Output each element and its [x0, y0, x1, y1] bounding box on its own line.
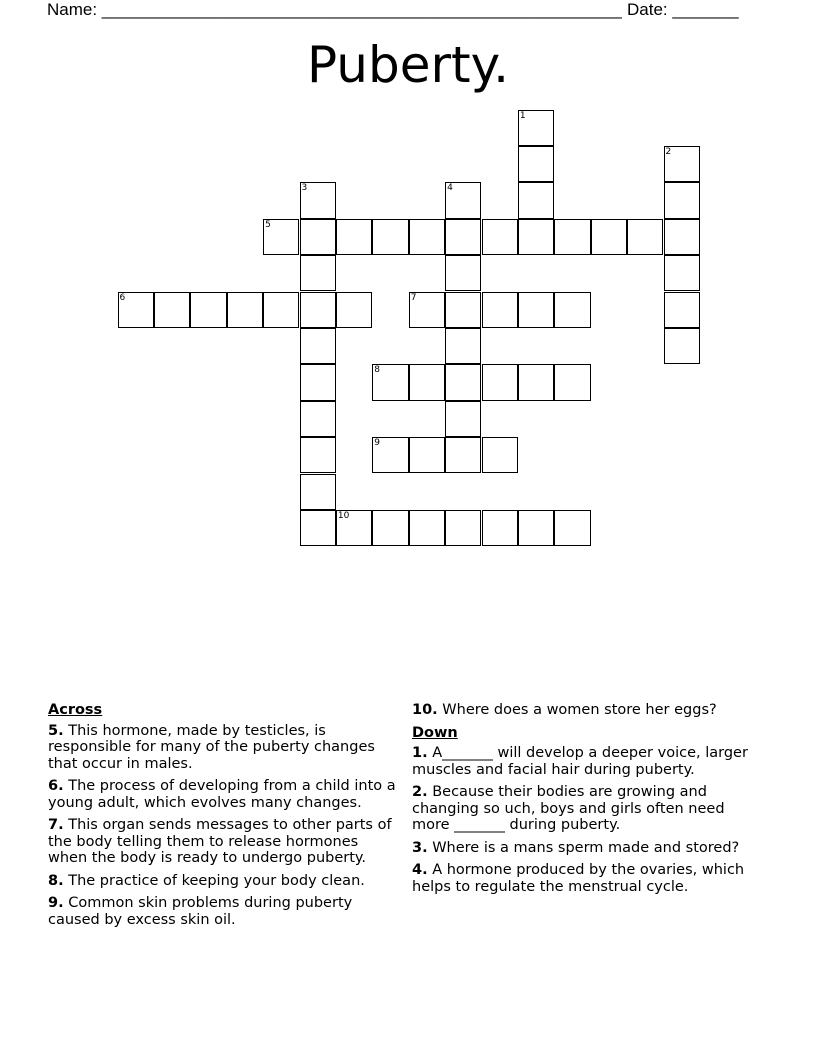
grid-cell[interactable] [445, 219, 481, 255]
clue-number: 6. [48, 778, 64, 794]
cell-number: 5 [265, 219, 271, 230]
clue-text: Common skin problems during puberty caused by excess skin oil. [48, 895, 353, 928]
grid-cell[interactable] [664, 182, 700, 218]
grid-cell[interactable] [336, 510, 372, 546]
grid-cell[interactable] [664, 255, 700, 291]
date-label: Date: [627, 0, 673, 19]
clue-text: Where is a mans sperm made and stored? [432, 839, 740, 856]
grid-cell[interactable] [409, 292, 445, 328]
page-title: Puberty. [307, 36, 509, 94]
grid-cell[interactable] [372, 510, 408, 546]
clue-number: 9. [48, 895, 64, 911]
grid-cell[interactable] [300, 182, 336, 218]
across-heading: Across [48, 702, 103, 718]
clue-number: 10. [412, 702, 438, 718]
grid-cell[interactable] [482, 292, 518, 328]
grid-cell[interactable] [300, 510, 336, 546]
down-heading: Down [412, 724, 458, 741]
grid-cell[interactable] [445, 401, 481, 437]
grid-cell[interactable] [664, 146, 700, 182]
name-blank[interactable]: _______________________________________________________ [101, 0, 622, 19]
grid-cell[interactable] [409, 219, 445, 255]
clues-left-column [48, 700, 400, 934]
cell-number: 2 [665, 146, 672, 157]
clue-across-7 [48, 817, 400, 867]
clue-across-8 [48, 873, 400, 890]
grid-cell[interactable] [482, 510, 518, 546]
date-blank[interactable]: _______ [672, 0, 739, 19]
grid-cell[interactable] [336, 219, 372, 255]
cell-number: 3 [301, 183, 308, 194]
grid-cell[interactable] [154, 292, 190, 328]
clue-across-6 [48, 778, 400, 811]
clue-text: This hormone, made by testicles, is responsible for many of the puberty changes that occur in males. [48, 722, 375, 772]
clue-number: 2. [412, 784, 428, 800]
grid-cell[interactable] [300, 474, 336, 510]
clue-down-1 [412, 745, 764, 778]
grid-cell[interactable] [263, 292, 299, 328]
grid-cell[interactable] [518, 292, 554, 328]
grid-cell[interactable] [518, 182, 554, 218]
grid-cell[interactable] [409, 510, 445, 546]
grid-cell[interactable] [445, 510, 481, 546]
clue-text: Where does a women store her eggs? [442, 702, 717, 718]
grid-cell[interactable] [409, 364, 445, 400]
grid-cell[interactable] [372, 437, 408, 473]
clue-number: 3. [412, 839, 428, 856]
grid-cell[interactable] [482, 437, 518, 473]
cell-number: 9 [374, 438, 381, 449]
clue-across-5 [48, 723, 400, 773]
grid-cell[interactable] [518, 110, 554, 146]
clue-number: 8. [48, 872, 64, 889]
grid-cell[interactable] [118, 292, 154, 328]
grid-cell[interactable] [591, 219, 627, 255]
cell-number: 6 [119, 292, 126, 303]
grid-cell[interactable] [263, 219, 299, 255]
cell-number: 10 [337, 510, 350, 521]
grid-cell[interactable] [445, 292, 481, 328]
grid-cell[interactable] [300, 219, 336, 255]
clue-text: The practice of keeping your body clean. [68, 872, 365, 889]
grid-cell[interactable] [409, 437, 445, 473]
clue-down-2 [412, 784, 764, 834]
clue-text: This organ sends messages to other parts of the body telling them to release hormones when the body is ready to undergo puberty. [48, 817, 392, 866]
grid-cell[interactable] [518, 219, 554, 255]
grid-cell[interactable] [664, 328, 700, 364]
grid-cell[interactable] [518, 146, 554, 182]
grid-cell[interactable] [445, 182, 481, 218]
grid-cell[interactable] [518, 510, 554, 546]
grid-cell[interactable] [372, 364, 408, 400]
grid-cell[interactable] [300, 401, 336, 437]
cell-number: 7 [410, 292, 417, 303]
grid-cell[interactable] [372, 219, 408, 255]
grid-cell[interactable] [300, 364, 336, 400]
grid-cell[interactable] [445, 328, 481, 364]
grid-cell[interactable] [664, 292, 700, 328]
clue-number: 4. [412, 862, 428, 878]
cell-number: 1 [519, 110, 526, 121]
grid-cell[interactable] [445, 364, 481, 400]
clue-number: 1. [412, 745, 428, 761]
grid-cell[interactable] [554, 510, 590, 546]
grid-cell[interactable] [300, 328, 336, 364]
grid-cell[interactable] [554, 219, 590, 255]
grid-cell[interactable] [445, 437, 481, 473]
grid-cell[interactable] [482, 364, 518, 400]
grid-cell[interactable] [300, 292, 336, 328]
clue-text: A hormone produced by the ovaries, which helps to regulate the menstrual cycle. [412, 862, 745, 895]
clue-number: 7. [48, 817, 64, 833]
clue-across-9 [48, 895, 400, 928]
clue-down-3 [412, 840, 764, 857]
grid-cell[interactable] [664, 219, 700, 255]
grid-cell[interactable] [300, 255, 336, 291]
name-label: Name: [47, 0, 102, 19]
clue-down-4 [412, 862, 764, 895]
clue-number: 5. [48, 722, 64, 739]
grid-cell[interactable] [336, 292, 372, 328]
grid-cell[interactable] [627, 219, 663, 255]
grid-cell[interactable] [190, 292, 226, 328]
grid-cell[interactable] [445, 255, 481, 291]
grid-cell[interactable] [227, 292, 263, 328]
clue-text: The process of developing from a child into a young adult, which evolves many changes. [48, 778, 396, 811]
grid-cell[interactable] [518, 364, 554, 400]
cell-number: 8 [374, 365, 381, 376]
grid-cell[interactable] [554, 364, 590, 400]
cell-number: 4 [447, 183, 453, 194]
grid-cell[interactable] [554, 292, 590, 328]
clue-across-10 [412, 702, 764, 719]
clue-text: Because their bodies are growing and changing so uch, boys and girls often need more _______ during puberty. [412, 784, 725, 833]
clues-right-column [412, 700, 764, 901]
grid-cell[interactable] [300, 437, 336, 473]
clue-text: A_______ will develop a deeper voice, larger muscles and facial hair during puberty. [412, 745, 748, 778]
grid-cell[interactable] [482, 219, 518, 255]
